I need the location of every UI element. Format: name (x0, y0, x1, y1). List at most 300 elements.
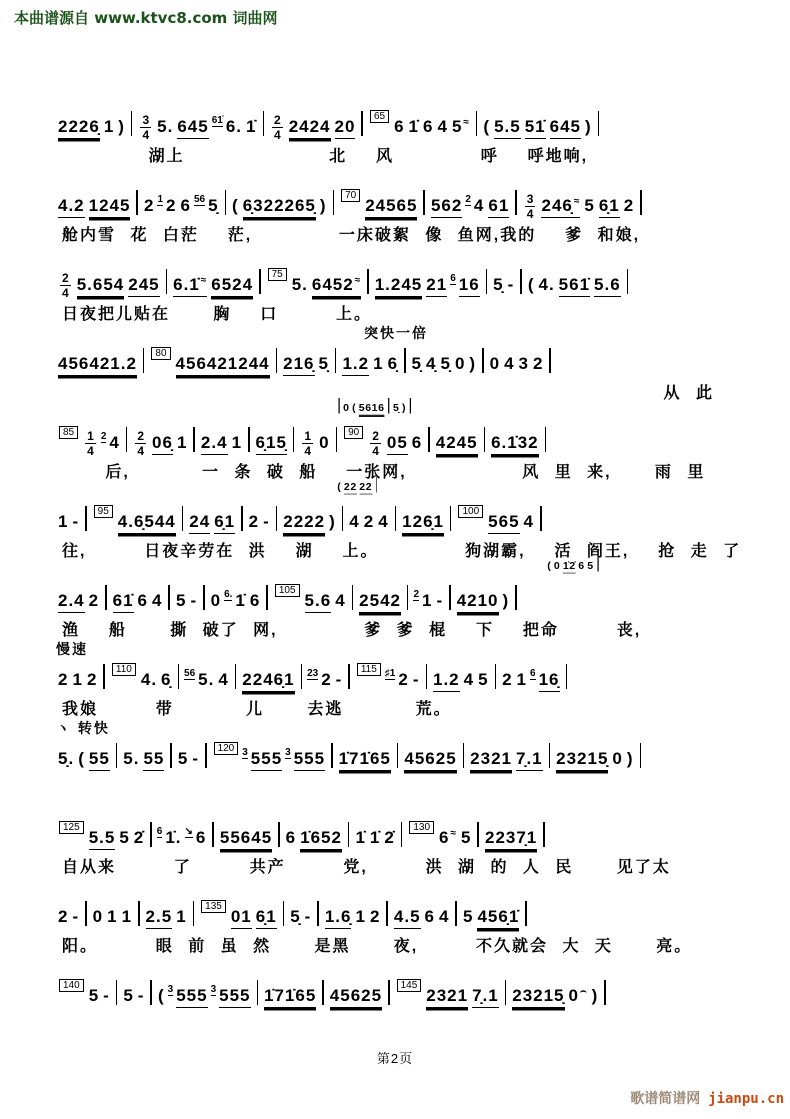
barline (640, 190, 642, 215)
grace-note: 6. (224, 589, 233, 600)
note-group: 1̇ (246, 117, 257, 136)
barline (266, 585, 268, 610)
barline (317, 901, 319, 926)
time-signature-denominator: 4 (87, 444, 94, 458)
barline (540, 506, 542, 531)
note-group: 5.6 (305, 591, 332, 613)
time-signature-denominator: 4 (304, 444, 312, 458)
note-group: 5̣ (411, 354, 423, 373)
score-body (56, 86, 756, 1034)
time-signature-denominator: 4 (137, 444, 145, 458)
note-group: - (335, 670, 343, 689)
note-group: 4. (538, 275, 555, 294)
grace-note: 1 (157, 194, 163, 205)
note-group: 4 (523, 512, 535, 531)
lyrics-line: 湖上 北 风 呼 呼地响, (62, 148, 589, 165)
grace-note: 3 (242, 747, 248, 758)
note-group: 01 (231, 907, 252, 929)
note-group: 2 (533, 354, 544, 373)
barline (166, 269, 168, 294)
note-group: 6≈ (439, 828, 458, 847)
note-group: 1̇2̇ (562, 559, 576, 572)
barline (293, 427, 295, 452)
barline (150, 822, 152, 847)
grace-note: 2 (413, 589, 420, 600)
note-group: 1 (373, 354, 384, 373)
note-group: ) (469, 354, 477, 373)
note-group: ( (232, 196, 239, 215)
measure-number: 135 (201, 900, 226, 913)
grace-note: ♯1 (384, 668, 396, 679)
barline (388, 398, 389, 414)
note-group: 2 (398, 670, 409, 689)
note-group: 2246̣1 (242, 670, 294, 692)
barline (477, 822, 479, 847)
note-group: 5. (123, 749, 140, 768)
grace-note: 2 (100, 431, 107, 442)
barline (525, 901, 527, 926)
notes-line (56, 268, 756, 299)
note-group: 4.2 (58, 196, 85, 218)
grace-note: 6 (530, 668, 536, 679)
time-signature-denominator: 4 (274, 128, 281, 142)
note-group: 6̣15̣ (256, 433, 287, 455)
note-group: 06̣ (152, 433, 173, 455)
measure-number: 105 (275, 584, 300, 597)
measure-number: 65 (370, 110, 389, 123)
barline (401, 822, 403, 847)
note-group: 2.4 (58, 591, 85, 613)
measure-number: 75 (268, 268, 287, 281)
grace-note: 3 (167, 984, 174, 995)
note-group: 5 (177, 749, 189, 768)
note-group: 6̣ (387, 354, 399, 373)
ornament-mark: ≈ (450, 828, 458, 840)
note-group: 4 (335, 591, 346, 610)
note-group: 565 (488, 512, 519, 534)
note-group: 45625 (404, 749, 456, 771)
note-group: 45625 (330, 986, 382, 1008)
note-group: 5.6 (594, 275, 621, 297)
barline (423, 190, 425, 215)
note-group: 6.1̇≈ (173, 275, 207, 297)
barline (342, 506, 344, 531)
note-group: 2321 (426, 986, 468, 1008)
note-group: 6 (249, 591, 261, 610)
time-signature (370, 430, 381, 457)
lyrics-line: 阳。 眼 前 虽 然 是黑 夜, 不久就会 大 天 亮。 (62, 938, 693, 955)
barline (407, 585, 409, 610)
lyrics-line: 从 此 (663, 385, 714, 402)
notes-line (56, 584, 756, 613)
barline (449, 585, 451, 610)
notes-line (56, 742, 756, 771)
score-system-1 (56, 86, 756, 165)
note-group: - (103, 986, 110, 1005)
note-group: 1245 (89, 196, 131, 218)
lyrics-line: 日夜把儿贴在 胸 口 上。 (62, 306, 373, 323)
barline (482, 348, 484, 373)
note-group: 1.2 (433, 670, 460, 692)
barline (395, 506, 397, 531)
note-group: ( (547, 559, 552, 572)
tempo-marking: 慢速 (56, 641, 88, 657)
measure-number: 80 (151, 347, 170, 360)
time-signature-denominator: 4 (142, 128, 150, 142)
notes-line (56, 900, 756, 929)
notes-line (56, 347, 756, 376)
note-group: 555 (294, 749, 325, 771)
note-group: 6 (424, 907, 436, 926)
note-group: 4 (378, 512, 389, 531)
measure-number: 70 (341, 189, 360, 202)
note-group: 4 (152, 591, 163, 610)
barline (116, 743, 118, 768)
note-group: 2 (369, 907, 381, 926)
note-group: 2 (88, 591, 100, 610)
note-group: 6 (137, 591, 148, 610)
barline (178, 664, 180, 689)
note-group: - (412, 670, 420, 689)
lyrics-line: 自从来 了 共产 党, 洪 湖 的 人 民 见了太 (62, 859, 671, 876)
note-group: 5≈ (451, 117, 470, 136)
note-group: 05 (387, 433, 408, 455)
note-group: 6 (423, 117, 434, 136)
note-group: 0 (210, 591, 222, 610)
time-signature (85, 430, 96, 457)
time-signature-numerator: 2 (137, 429, 145, 443)
time-signature-numerator: 3 (142, 113, 150, 127)
note-group: 6 (180, 196, 191, 215)
barline (545, 427, 547, 452)
score-system-4 (56, 323, 756, 402)
note-group: 5 (88, 986, 100, 1005)
grace-note: ↘ (184, 826, 193, 837)
grace-note: 6 (156, 826, 163, 837)
note-group: 5 (461, 828, 472, 847)
note-group: 1 (355, 907, 366, 926)
note-group: 4 (463, 670, 475, 689)
time-signature (135, 430, 146, 457)
ornament-mark: ≈ (463, 117, 470, 129)
note-group: 4 (109, 433, 120, 452)
barline (336, 427, 338, 452)
note-group: 5. (291, 275, 308, 294)
barline (212, 822, 214, 847)
note-group: 2 (248, 512, 260, 531)
note-group: 22 (359, 480, 373, 493)
note-group: 16 (459, 275, 480, 297)
measure-number: 125 (59, 821, 84, 834)
notes-line (56, 821, 756, 850)
note-group: 2 (58, 670, 69, 689)
barline (348, 664, 350, 689)
note-group: 0 (612, 749, 623, 768)
note-group: 5̣ (208, 196, 219, 215)
note-group: 1̇652 (300, 828, 342, 850)
grace-note: 2 (465, 194, 471, 205)
barline (386, 901, 388, 926)
time-signature (272, 114, 283, 141)
note-group: 4. (140, 670, 158, 689)
barline (263, 111, 265, 136)
note-group: - (436, 591, 444, 610)
note-group: 6. (225, 117, 243, 136)
measure-number: 120 (214, 742, 239, 755)
notes-line (56, 110, 756, 141)
note-group: 6̣ (161, 670, 172, 689)
barline (276, 506, 278, 531)
note-group: 5616 (358, 401, 385, 414)
note-group: 2 (58, 907, 69, 926)
site-watermark (630, 1088, 784, 1108)
note-group: ( (527, 275, 535, 294)
note-group: 5 (587, 559, 594, 572)
note-group: 5 (478, 670, 489, 689)
tempo-marking: 突快一倍 (364, 325, 428, 341)
note-group: 5 (123, 986, 134, 1005)
note-group: 61̇ (113, 591, 134, 613)
barline (322, 980, 324, 1005)
note-group: 2 (502, 670, 513, 689)
note-group: 4̣ (426, 354, 437, 373)
note-group: 1 (72, 670, 83, 689)
barline (367, 269, 369, 294)
note-group: 6 (195, 828, 207, 847)
time-signature-numerator: 2 (372, 429, 379, 443)
score-system-8 (56, 639, 756, 718)
cue-notes (336, 477, 379, 494)
note-group: 6524 (211, 275, 253, 297)
note-group: 2 (143, 196, 155, 215)
barline (404, 348, 406, 373)
note-group: ) (591, 986, 599, 1005)
note-group: 645 (177, 117, 208, 139)
note-group: 2.5 (146, 907, 173, 929)
note-group: 1 (231, 433, 243, 452)
note-group: 1̇. (165, 828, 182, 847)
barline (597, 556, 598, 572)
barline (131, 111, 133, 136)
barline (376, 477, 377, 493)
note-group: 2 (363, 512, 375, 531)
grace-note: 6 (450, 273, 456, 284)
note-group: 5 (584, 196, 595, 215)
note-group: 23215̣ (556, 749, 608, 771)
note-group: 24 (189, 512, 210, 534)
note-group: ( (352, 401, 357, 414)
note-group: 4 (504, 354, 515, 373)
barline (257, 980, 259, 1005)
note-group: 21 (426, 275, 447, 297)
note-group: 7̣.1 (472, 986, 499, 1008)
time-signature (302, 430, 313, 457)
note-group: 6452≈ (312, 275, 361, 297)
note-group: 4 (437, 117, 448, 136)
note-group: 5. (157, 117, 174, 136)
note-group: 246̣≈ (541, 196, 580, 218)
note-group: 55 (89, 749, 110, 771)
note-group: 456421.2 (58, 354, 137, 376)
note-group: 5̣ (290, 907, 301, 926)
note-group: 55645 (220, 828, 272, 850)
time-signature-numerator: 1 (304, 429, 312, 443)
source-watermark: 本曲谱源自 www.ktvc8.com 词曲网 (14, 9, 278, 27)
note-group: 1 (516, 670, 528, 689)
note-group: 1.245 (375, 275, 423, 297)
note-group: 1̇71̇65 (264, 986, 316, 1008)
note-group: 2237̣1 (485, 828, 537, 850)
ornament-mark: ≈ (200, 275, 208, 287)
note-group: 1 (176, 907, 187, 926)
notes-line (56, 505, 756, 534)
barline (283, 901, 285, 926)
barline (549, 348, 551, 373)
note-group: 22 (343, 480, 357, 493)
score-system-2 (56, 165, 756, 244)
note-group: 5. (198, 670, 215, 689)
barline (143, 348, 145, 373)
barline (640, 743, 642, 768)
note-group: 6̣1 (256, 907, 277, 929)
note-group: ) (502, 591, 510, 610)
note-group: 5̣. (58, 749, 75, 768)
note-group: 0⌢ (568, 986, 588, 1005)
note-group: 6.1̇32 (491, 433, 539, 455)
measure-number: 90 (344, 426, 363, 439)
barline (241, 506, 243, 531)
note-group: 4 (473, 196, 485, 215)
notes-line (56, 979, 756, 1008)
note-group: 2226̣ (58, 117, 100, 139)
barline (335, 348, 337, 373)
lyrics-line: 往, 日夜辛劳在 洪 湖 上。 狗湖霸, 活 阎王, 抢 走 了 (62, 543, 742, 560)
note-group: 1.2 (342, 354, 369, 376)
measure-number: 145 (397, 979, 422, 992)
barline (136, 190, 138, 215)
barline (543, 822, 545, 847)
note-group: 5 (462, 907, 474, 926)
note-group: 6 (411, 433, 423, 452)
barline (476, 111, 478, 136)
note-group: ( (157, 986, 165, 1005)
note-group: 4 (349, 512, 360, 531)
score-system-11 (56, 876, 756, 955)
note-group: 0 (553, 559, 561, 572)
note-group: 2424 (289, 117, 331, 139)
note-group: 1̇ (235, 591, 246, 610)
barline (450, 506, 452, 531)
note-group: ( (483, 117, 491, 136)
time-signature-numerator: 1 (87, 429, 94, 443)
note-group: - (507, 275, 515, 294)
barline (627, 269, 629, 294)
note-group: ) (401, 401, 407, 414)
barline (248, 427, 250, 452)
measure-number: 85 (59, 426, 78, 439)
barline (486, 269, 488, 294)
barline (138, 901, 140, 926)
note-group: 5.5 (494, 117, 521, 139)
grace-note: 56 (193, 194, 206, 205)
note-group: 4.6̣544 (118, 512, 176, 534)
note-group: ( (78, 749, 85, 768)
note-group: 6̣322265̣ (243, 196, 316, 218)
note-group: 4.5 (394, 907, 421, 929)
measure-number: 130 (409, 821, 434, 834)
barline (193, 901, 195, 926)
time-signature (60, 272, 71, 299)
barline (455, 901, 457, 926)
time-signature-numerator: 2 (274, 113, 281, 127)
notes-line (56, 189, 756, 220)
barline (85, 506, 87, 531)
note-group: - (190, 591, 198, 610)
note-group: 5̣ (318, 354, 329, 373)
note-group: 562 (431, 196, 462, 218)
cue-notes (336, 398, 413, 415)
note-group: 2 (623, 196, 635, 215)
note-group: 2 (321, 670, 332, 689)
note-group: ) (585, 117, 592, 136)
note-group: 561̇ (559, 275, 590, 297)
note-group: 456421244 (176, 354, 270, 376)
notes-line (56, 426, 756, 457)
lyrics-line: 我娘 带 儿 去逃 荒。 (62, 701, 452, 718)
score-system-9 (56, 718, 756, 797)
note-group: 6̣1 (599, 196, 620, 218)
barline (604, 980, 606, 1005)
barline (301, 664, 303, 689)
note-group: 555 (219, 986, 250, 1008)
note-group: 5̣ (493, 275, 504, 294)
grace-note: 3 (210, 984, 217, 995)
note-group: 2542 (359, 591, 401, 613)
barline (168, 585, 170, 610)
note-group: 7̣.1 (516, 749, 543, 771)
note-group: 645 (550, 117, 581, 139)
barline (170, 743, 172, 768)
barline (410, 398, 411, 414)
note-group: - (192, 749, 200, 768)
note-group: 61 (488, 196, 509, 218)
note-group: 51̇ (525, 117, 546, 139)
time-signature-denominator: 4 (526, 207, 534, 221)
note-group: 4245 (436, 433, 478, 455)
barline (331, 743, 333, 768)
note-group: 1 (58, 512, 69, 531)
time-signature-numerator: 2 (62, 271, 69, 285)
score-system-6 (56, 481, 756, 560)
barline (463, 743, 465, 768)
barline (276, 348, 278, 373)
lyrics-line: 舱内雪 花 白茫 茫, 一床破絮 像 鱼网,我的 爹 和娘, (62, 227, 641, 244)
barline (116, 980, 118, 1005)
grace-note: 61̇ (211, 115, 223, 126)
barline (566, 664, 568, 689)
score-system-3 (56, 244, 756, 323)
barline (203, 585, 205, 610)
note-group: 5 (175, 591, 187, 610)
score-system-7 (56, 560, 756, 639)
note-group: 5̣ (393, 401, 400, 414)
note-group: 0 (454, 354, 466, 373)
measure-number: 115 (357, 663, 381, 676)
note-group: 126̣1 (402, 512, 444, 534)
note-group: 6 (578, 559, 585, 572)
barline (484, 427, 486, 452)
grace-note: 3 (285, 747, 291, 758)
